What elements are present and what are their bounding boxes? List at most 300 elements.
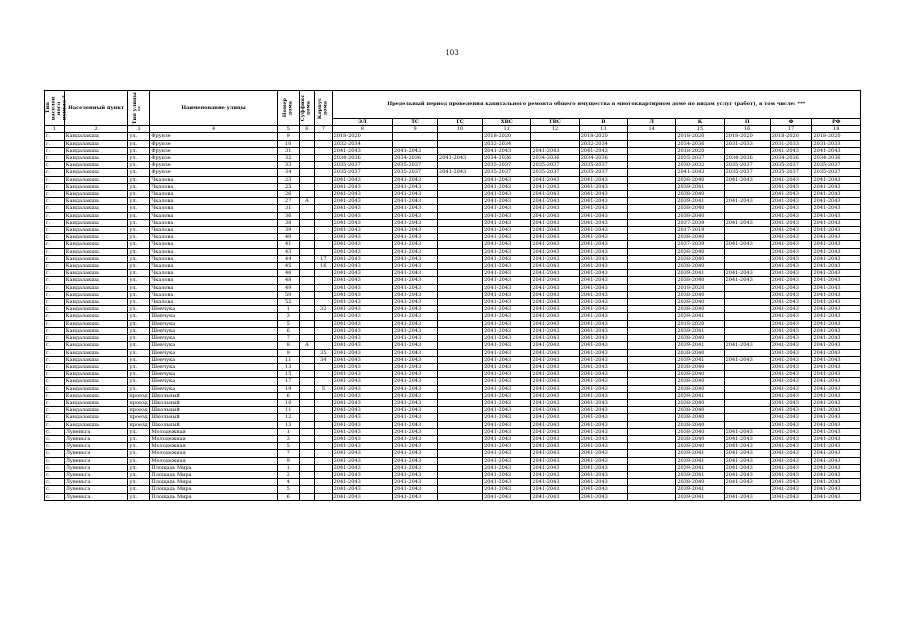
table-cell: с. (45, 486, 65, 493)
table-cell: ул. (128, 212, 150, 219)
table-cell: 2041-2043 (393, 493, 438, 500)
table-cell: 2041-2043 (531, 392, 579, 399)
table-cell: 2035-2037 (393, 162, 438, 169)
table-cell: г. (45, 270, 65, 277)
table-cell (438, 385, 483, 392)
table-cell: ул. (128, 479, 150, 486)
table-cell: г. (45, 169, 65, 176)
table-cell: 2038-2040 (676, 428, 724, 435)
table-cell: 2041-2043 (393, 464, 438, 471)
table-cell (315, 457, 333, 464)
table-cell: 39 (277, 227, 299, 234)
table-cell: 2041-2043 (531, 306, 579, 313)
table-cell (628, 219, 676, 226)
header-settlement-type: Тип населен ного пункта * (45, 91, 65, 126)
table-cell (315, 162, 333, 169)
table-cell (628, 155, 676, 162)
table-cell: ул. (128, 284, 150, 291)
table-cell: 27 (277, 198, 299, 205)
table-cell: 2041-2043 (676, 169, 724, 176)
table-cell: 2038-2040 (676, 291, 724, 298)
table-cell: 2041-2043 (812, 407, 861, 414)
table-cell (438, 212, 483, 219)
table-cell: 2041-2043 (332, 479, 392, 486)
table-row (45, 277, 861, 284)
header-service: ТС (393, 119, 438, 126)
table-row (45, 176, 861, 183)
table-cell (724, 392, 770, 399)
table-cell (315, 486, 333, 493)
table-cell (531, 133, 579, 140)
table-cell (315, 241, 333, 248)
table-cell: Чкалова (150, 198, 277, 205)
table-cell: 2038-2040 (676, 277, 724, 284)
table-cell (315, 435, 333, 442)
table-cell: 2041-2043 (393, 263, 438, 270)
table-cell: 2035-2037 (812, 169, 861, 176)
table-cell: 2041-2043 (531, 198, 579, 205)
table-cell: 2041-2043 (483, 443, 531, 450)
table-cell: 2041-2043 (393, 435, 438, 442)
table-cell: Кандалакша (64, 320, 128, 327)
table-cell: Кандалакша (64, 363, 128, 370)
table-cell: Кандалакша (64, 263, 128, 270)
table-cell: 2041-2043 (812, 428, 861, 435)
table-cell: 2041-2043 (332, 349, 392, 356)
header-house-suffix: Суффикс дома (299, 91, 314, 126)
table-cell: 2041-2043 (393, 191, 438, 198)
table-cell: 2038-2040 (676, 407, 724, 414)
table-cell: 2041-2043 (770, 342, 812, 349)
table-cell (628, 176, 676, 183)
table-cell: 2041-2043 (531, 457, 579, 464)
table-cell: 2041-2043 (770, 421, 812, 428)
table-cell: г. (45, 284, 65, 291)
table-cell: 2041-2043 (812, 479, 861, 486)
table-cell: г. (45, 248, 65, 255)
table-cell: 31 (277, 205, 299, 212)
table-cell: 2041-2043 (332, 435, 392, 442)
table-cell: г. (45, 162, 65, 169)
table-cell: 6 (277, 392, 299, 399)
header-service: РФ (812, 119, 861, 126)
header-numbers-row (45, 126, 861, 133)
table-cell: 2041-2043 (332, 385, 392, 392)
column-number: 18 (812, 126, 861, 133)
table-cell: 2041-2043 (332, 450, 392, 457)
table-cell: 2041-2043 (770, 176, 812, 183)
table-cell: Лувеньга (64, 450, 128, 457)
table-cell: 2041-2043 (483, 212, 531, 219)
table-cell: Чкалова (150, 205, 277, 212)
table-cell (438, 407, 483, 414)
table-cell: 2034-2036 (483, 155, 531, 162)
table-cell: г. (45, 392, 65, 399)
table-cell: 2041-2043 (483, 176, 531, 183)
table-cell: ул. (128, 464, 150, 471)
table-cell (724, 205, 770, 212)
table-cell: Кандалакша (64, 205, 128, 212)
table-cell: 2041-2043 (770, 147, 812, 154)
table-cell: г. (45, 241, 65, 248)
table-cell (299, 407, 314, 414)
table-cell (628, 450, 676, 457)
table-row (45, 399, 861, 406)
table-cell: 2041-2043 (393, 183, 438, 190)
table-row (45, 263, 861, 270)
table-cell: Чкалова (150, 212, 277, 219)
table-cell: Кандалакша (64, 155, 128, 162)
table-cell: ул. (128, 183, 150, 190)
table-cell: ул. (128, 299, 150, 306)
table-cell (438, 162, 483, 169)
table-cell: 41 (277, 241, 299, 248)
table-cell: 2041-2043 (531, 234, 579, 241)
table-cell: 2041-2043 (724, 198, 770, 205)
table-cell: 2039-2041 (676, 270, 724, 277)
table-row (45, 219, 861, 226)
table-cell: 2041-2043 (332, 263, 392, 270)
table-cell: Кандалакша (64, 255, 128, 262)
table-cell (438, 299, 483, 306)
table-cell: г. (45, 183, 65, 190)
table-cell (438, 183, 483, 190)
table-cell: 2041-2043 (483, 270, 531, 277)
table-cell: Кандалакша (64, 212, 128, 219)
table-row (45, 385, 861, 392)
table-cell: 2037-2039 (676, 241, 724, 248)
table-cell: 2041-2043 (579, 479, 627, 486)
table-cell (438, 147, 483, 154)
table-cell: 2041-2043 (332, 378, 392, 385)
table-cell (724, 378, 770, 385)
table-cell: Лувеньга (64, 435, 128, 442)
table-cell: 17 (315, 255, 333, 262)
table-cell (724, 291, 770, 298)
table-cell: 2035-2037 (676, 155, 724, 162)
table-cell (724, 335, 770, 342)
table-cell: 2039-2041 (676, 342, 724, 349)
table-cell (299, 277, 314, 284)
table-cell: 2034-2036 (770, 155, 812, 162)
header-service: Л (628, 119, 676, 126)
table-cell: 2041-2043 (579, 421, 627, 428)
table-cell: Шевчука (150, 342, 277, 349)
table-cell: 2041-2043 (483, 471, 531, 478)
table-cell (299, 155, 314, 162)
table-cell (628, 320, 676, 327)
table-cell: 2041-2043 (332, 471, 392, 478)
table-cell: 2041-2043 (531, 299, 579, 306)
table-cell: Лувеньга (64, 479, 128, 486)
table-cell: Молодежная (150, 435, 277, 442)
table-cell (438, 399, 483, 406)
table-cell (628, 291, 676, 298)
table-cell: ул. (128, 219, 150, 226)
table-cell: 2041-2043 (393, 219, 438, 226)
table-cell: 35 (315, 349, 333, 356)
table-cell: ул. (128, 227, 150, 234)
table-cell: Кандалакша (64, 183, 128, 190)
table-cell: 2041-2043 (531, 443, 579, 450)
table-cell: 2041-2043 (531, 277, 579, 284)
table-cell: Школьный (150, 399, 277, 406)
table-cell: ул. (128, 234, 150, 241)
table-cell: ул. (128, 378, 150, 385)
table-cell: с. (45, 471, 65, 478)
table-cell: 2041-2043 (531, 320, 579, 327)
table-cell: 2041-2043 (483, 457, 531, 464)
table-cell: 2038-2040 (676, 378, 724, 385)
table-cell (299, 327, 314, 334)
table-cell (724, 263, 770, 270)
table-cell (393, 133, 438, 140)
table-cell (315, 140, 333, 147)
table-cell: 2034-2036 (812, 155, 861, 162)
table-cell: 2041-2043 (483, 493, 531, 500)
table-cell: 2041-2043 (579, 313, 627, 320)
table-cell (628, 407, 676, 414)
table-cell (724, 371, 770, 378)
table-cell (315, 299, 333, 306)
table-cell: 2041-2043 (332, 363, 392, 370)
table-cell (299, 133, 314, 140)
table-cell: 2041-2043 (770, 486, 812, 493)
table-cell: 2041-2043 (332, 335, 392, 342)
table-cell: Шевчука (150, 371, 277, 378)
table-cell: г. (45, 155, 65, 162)
table-cell (628, 457, 676, 464)
table-cell: 2039-2041 (676, 471, 724, 478)
table-cell (299, 255, 314, 262)
table-cell (299, 392, 314, 399)
table-cell: 2041-2043 (393, 241, 438, 248)
table-cell: ул. (128, 133, 150, 140)
table-cell (628, 399, 676, 406)
table-cell: 2018-2020 (676, 147, 724, 154)
table-cell: Чкалова (150, 255, 277, 262)
table-row (45, 248, 861, 255)
table-cell: 36 (277, 212, 299, 219)
table-cell (315, 212, 333, 219)
table-cell: 2041-2043 (812, 241, 861, 248)
table-cell: Лувеньга (64, 486, 128, 493)
table-cell: 2038-2040 (676, 421, 724, 428)
table-cell: 2041-2043 (332, 227, 392, 234)
table-cell (299, 140, 314, 147)
table-cell: г. (45, 255, 65, 262)
table-cell: 2041-2043 (531, 219, 579, 226)
table-cell: 10 (277, 140, 299, 147)
table-cell: 2041-2043 (770, 356, 812, 363)
table-cell: 2041-2043 (531, 291, 579, 298)
table-cell: с. (45, 443, 65, 450)
table-cell: 2018-2020 (724, 133, 770, 140)
table-cell: 2041-2043 (438, 155, 483, 162)
table-cell (628, 248, 676, 255)
table-cell: 2041-2043 (531, 248, 579, 255)
table-cell (438, 241, 483, 248)
table-cell (299, 205, 314, 212)
table-cell (299, 162, 314, 169)
table-cell: 2041-2043 (812, 255, 861, 262)
table-cell: 2041-2043 (332, 176, 392, 183)
table-cell: 2041-2043 (770, 320, 812, 327)
table-cell: 19 (277, 385, 299, 392)
table-cell: 2041-2043 (531, 450, 579, 457)
table-cell: 1 (277, 464, 299, 471)
table-cell: 2041-2043 (812, 421, 861, 428)
table-cell: 2041-2043 (770, 327, 812, 334)
table-cell: 40 (277, 234, 299, 241)
table-cell (299, 284, 314, 291)
table-cell: 2035-2037 (770, 169, 812, 176)
table-cell (628, 363, 676, 370)
table-cell (628, 162, 676, 169)
table-cell: 2018-2020 (676, 284, 724, 291)
table-row (45, 313, 861, 320)
table-cell (438, 349, 483, 356)
table-cell: 2041-2043 (393, 443, 438, 450)
table-cell: 2041-2043 (724, 443, 770, 450)
table-row (45, 227, 861, 234)
table-cell: 2041-2043 (332, 147, 392, 154)
table-cell: 2041-2043 (579, 241, 627, 248)
table-cell: 2041-2043 (483, 435, 531, 442)
table-cell (628, 284, 676, 291)
table-cell: 2041-2043 (393, 335, 438, 342)
capital-repair-table (44, 90, 861, 501)
table-cell: 2041-2043 (332, 327, 392, 334)
table-cell: 2041-2043 (531, 435, 579, 442)
table-cell: 13 (277, 421, 299, 428)
table-cell (315, 450, 333, 457)
table-cell: 2041-2043 (483, 284, 531, 291)
table-cell (628, 270, 676, 277)
table-cell (315, 219, 333, 226)
table-row (45, 205, 861, 212)
table-cell: 2041-2043 (483, 234, 531, 241)
table-cell (724, 320, 770, 327)
table-row (45, 428, 861, 435)
table-cell (299, 385, 314, 392)
table-cell: 2041-2043 (579, 385, 627, 392)
table-cell: 2041-2043 (531, 493, 579, 500)
table-cell: 2041-2043 (770, 248, 812, 255)
table-cell: ул. (128, 248, 150, 255)
table-cell: ул. (128, 140, 150, 147)
table-cell (315, 421, 333, 428)
table-cell: 2041-2043 (812, 414, 861, 421)
table-cell (315, 277, 333, 284)
header-period: Предельный период проведения капитального ремонта общего имущества в многоквартирном доме по видам услуг (работ), в том числе: *** (332, 91, 860, 119)
table-cell: 11 (277, 356, 299, 363)
table-cell: г. (45, 385, 65, 392)
table-cell: 2041-2043 (393, 277, 438, 284)
table-cell: 2041-2043 (579, 371, 627, 378)
table-cell: Школьный (150, 421, 277, 428)
table-row (45, 457, 861, 464)
table-cell (628, 198, 676, 205)
table-cell: 2041-2043 (393, 212, 438, 219)
table-cell: 2035-2037 (483, 169, 531, 176)
table-cell (628, 414, 676, 421)
table-cell: 2038-2040 (676, 299, 724, 306)
table-cell: 49 (277, 284, 299, 291)
table-cell (628, 428, 676, 435)
table-row (45, 162, 861, 169)
table-cell: Кандалакша (64, 219, 128, 226)
table-cell: 3 (277, 313, 299, 320)
table-cell (315, 205, 333, 212)
table-cell: 2041-2043 (483, 306, 531, 313)
table-cell: 2041-2043 (770, 385, 812, 392)
table-row (45, 234, 861, 241)
table-cell: 2018-2020 (676, 133, 724, 140)
header-house-building: Корпус дома (315, 91, 333, 126)
table-cell: ул. (128, 255, 150, 262)
table-cell (628, 299, 676, 306)
table-cell: Молодежная (150, 443, 277, 450)
table-cell: 1 (277, 428, 299, 435)
table-cell: Шевчука (150, 378, 277, 385)
table-cell (299, 248, 314, 255)
table-cell (438, 479, 483, 486)
table-cell: 2041-2043 (393, 378, 438, 385)
table-cell: 2041-2043 (579, 327, 627, 334)
table-cell (299, 435, 314, 442)
table-cell (628, 263, 676, 270)
table-cell: 2041-2043 (579, 486, 627, 493)
table-cell: 2041-2043 (393, 306, 438, 313)
table-cell: Кандалакша (64, 335, 128, 342)
table-cell (724, 255, 770, 262)
table-cell: 2041-2043 (812, 183, 861, 190)
table-cell: Чкалова (150, 183, 277, 190)
table-cell: Шевчука (150, 363, 277, 370)
table-cell: 2041-2043 (724, 176, 770, 183)
table-cell: ул. (128, 356, 150, 363)
table-cell: 2041-2043 (579, 392, 627, 399)
table-row (45, 435, 861, 442)
table-cell: 2041-2043 (724, 219, 770, 226)
table-cell (438, 133, 483, 140)
table-cell: Кандалакша (64, 133, 128, 140)
table-cell: Школьный (150, 407, 277, 414)
table-cell: 13 (277, 363, 299, 370)
table-cell: 2041-2043 (812, 284, 861, 291)
table-cell: ул. (128, 169, 150, 176)
table-cell: 2041-2043 (332, 205, 392, 212)
table-cell (724, 248, 770, 255)
table-cell: 2041-2043 (812, 342, 861, 349)
table-cell: 2041-2043 (579, 342, 627, 349)
table-cell: с. (45, 464, 65, 471)
table-cell (315, 335, 333, 342)
table-cell: Чкалова (150, 191, 277, 198)
table-cell: 2041-2043 (812, 299, 861, 306)
table-cell (315, 443, 333, 450)
table-cell: Кандалакша (64, 371, 128, 378)
table-cell: 2041-2043 (332, 191, 392, 198)
table-cell: 2041-2043 (438, 169, 483, 176)
table-cell: 2041-2043 (531, 486, 579, 493)
table-cell: 2041-2043 (770, 493, 812, 500)
table-cell: 2032-2034 (332, 140, 392, 147)
table-cell: Кандалакша (64, 176, 128, 183)
table-cell: 2041-2043 (483, 191, 531, 198)
table-cell: 2041-2043 (770, 414, 812, 421)
